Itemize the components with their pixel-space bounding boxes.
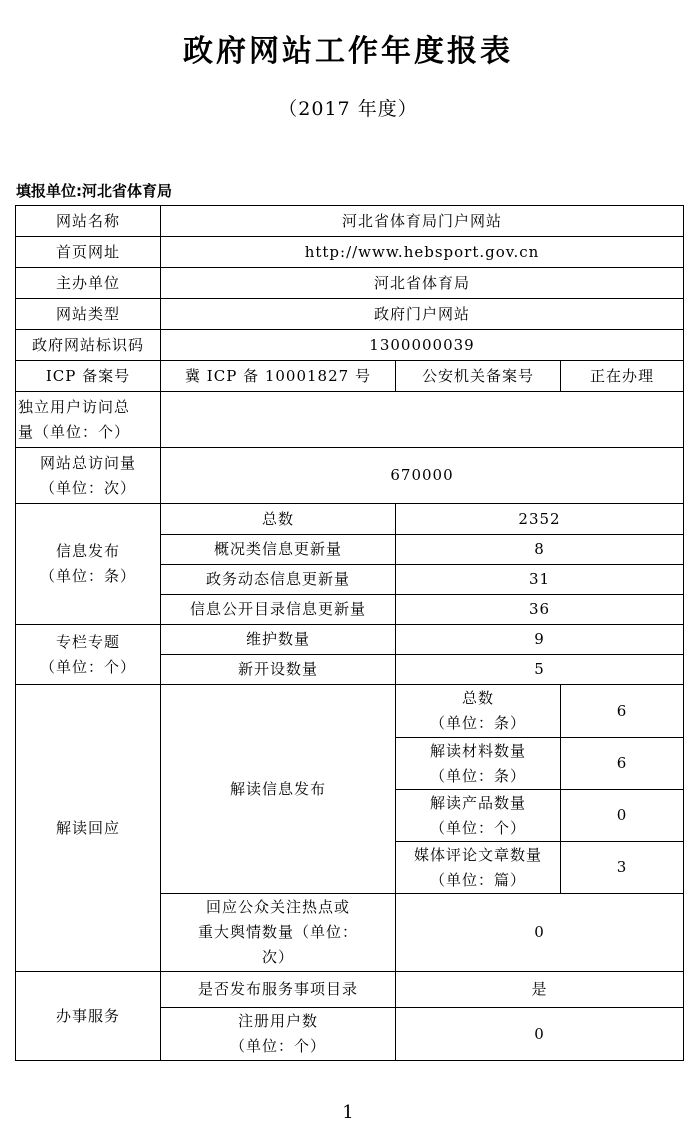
interpretation-label: 解读回应	[16, 685, 161, 972]
interpret-item-line2: （单位：篇）	[429, 870, 526, 889]
total-visits-label-line1: 网站总访问量	[39, 453, 136, 472]
total-visits-value: 670000	[161, 448, 684, 504]
sponsor-value: 河北省体育局	[161, 268, 684, 299]
service-item-line2: （单位：个）	[229, 1037, 326, 1055]
report-table	[15, 205, 684, 1061]
service-label: 办事服务	[16, 972, 161, 1061]
total-visits-label	[16, 448, 161, 504]
info-publish-label-line2: （单位：条）	[39, 567, 136, 585]
interpret-item-label	[396, 738, 561, 790]
interpret-item-line1: 媒体评论文章数量	[413, 845, 542, 864]
filing-unit: 填报单位:河北省体育局	[16, 182, 172, 200]
response-label	[161, 894, 396, 972]
columns-label	[16, 625, 161, 685]
site-name-value: 河北省体育局门户网站	[161, 206, 684, 237]
interpret-item-value: 6	[561, 738, 684, 790]
interpret-item-line2: （单位：条）	[429, 714, 526, 732]
interpret-item-line2: （单位：个）	[429, 818, 526, 837]
columns-item-label: 新开设数量	[161, 655, 396, 685]
police-record-label: 公安机关备案号	[396, 361, 561, 392]
response-label-line3: 次）	[261, 948, 294, 966]
row-home-url	[16, 237, 684, 268]
interpret-item-line1: 解读材料数量	[429, 741, 526, 760]
interpret-item-line2: （单位：条）	[429, 766, 526, 785]
row-interpret-total	[16, 685, 684, 738]
icp-value: 冀 ICP 备 10001827 号	[161, 361, 396, 392]
columns-label-line1: 专栏专题	[55, 632, 120, 651]
info-item-label: 政务动态信息更新量	[161, 565, 396, 595]
home-url-value: http://www.hebsport.gov.cn	[161, 237, 684, 268]
site-type-label: 网站类型	[16, 299, 161, 330]
service-item-value: 是	[396, 972, 684, 1008]
site-id-value: 1300000039	[161, 330, 684, 361]
response-value: 0	[396, 894, 684, 972]
info-item-value: 8	[396, 535, 684, 565]
sponsor-label: 主办单位	[16, 268, 161, 299]
icp-label: ICP 备案号	[16, 361, 161, 392]
service-item-value: 0	[396, 1008, 684, 1061]
interpret-item-value: 6	[561, 685, 684, 738]
columns-item-label: 维护数量	[161, 625, 396, 655]
unique-visitors-label	[16, 392, 161, 448]
site-id-label: 政府网站标识码	[16, 330, 161, 361]
row-unique-visitors	[16, 392, 684, 448]
info-item-label: 信息公开目录信息更新量	[161, 595, 396, 625]
report-title: 政府网站工作年度报表	[183, 34, 513, 69]
row-site-type	[16, 299, 684, 330]
unique-visitors-label-line1: 独立用户访问总	[18, 397, 131, 416]
info-item-value: 36	[396, 595, 684, 625]
service-item-label: 是否发布服务事项目录	[161, 972, 396, 1008]
unique-visitors-label-line2: 量（单位：个）	[18, 422, 131, 441]
columns-item-value: 5	[396, 655, 684, 685]
row-service-catalog	[16, 972, 684, 1008]
site-type-value: 政府门户网站	[161, 299, 684, 330]
row-site-name	[16, 206, 684, 237]
service-item-line1: 注册用户数	[237, 1012, 318, 1030]
columns-item-value: 9	[396, 625, 684, 655]
report-year: （2017 年度）	[278, 98, 418, 120]
unique-visitors-value	[161, 392, 684, 448]
interpret-item-line1: 解读产品数量	[429, 793, 526, 812]
interpret-item-label	[396, 790, 561, 842]
site-name-label: 网站名称	[16, 206, 161, 237]
info-item-label: 概况类信息更新量	[161, 535, 396, 565]
page-number: 1	[342, 1102, 354, 1123]
row-total-visits	[16, 448, 684, 504]
response-label-line1: 回应公众关注热点或	[205, 898, 350, 916]
interpret-item-label	[396, 842, 561, 894]
row-icp	[16, 361, 684, 392]
home-url-label: 首页网址	[16, 237, 161, 268]
interpret-item-value: 3	[561, 842, 684, 894]
columns-label-line2: （单位：个）	[39, 657, 136, 676]
interpretation-publish-label: 解读信息发布	[161, 685, 396, 894]
service-item-label	[161, 1008, 396, 1061]
info-item-value: 2352	[396, 504, 684, 535]
info-item-value: 31	[396, 565, 684, 595]
row-info-total	[16, 504, 684, 535]
row-columns-maintained	[16, 625, 684, 655]
info-publish-label-line1: 信息发布	[55, 542, 120, 560]
info-publish-label	[16, 504, 161, 625]
info-item-label: 总数	[161, 504, 396, 535]
interpret-item-line1: 总数	[461, 689, 494, 707]
interpret-item-value: 0	[561, 790, 684, 842]
row-site-id	[16, 330, 684, 361]
row-sponsor	[16, 268, 684, 299]
police-record-value: 正在办理	[561, 361, 684, 392]
total-visits-label-line2: （单位：次）	[39, 478, 136, 497]
interpret-item-label	[396, 685, 561, 738]
response-label-line2: 重大舆情数量（单位：	[197, 923, 358, 941]
